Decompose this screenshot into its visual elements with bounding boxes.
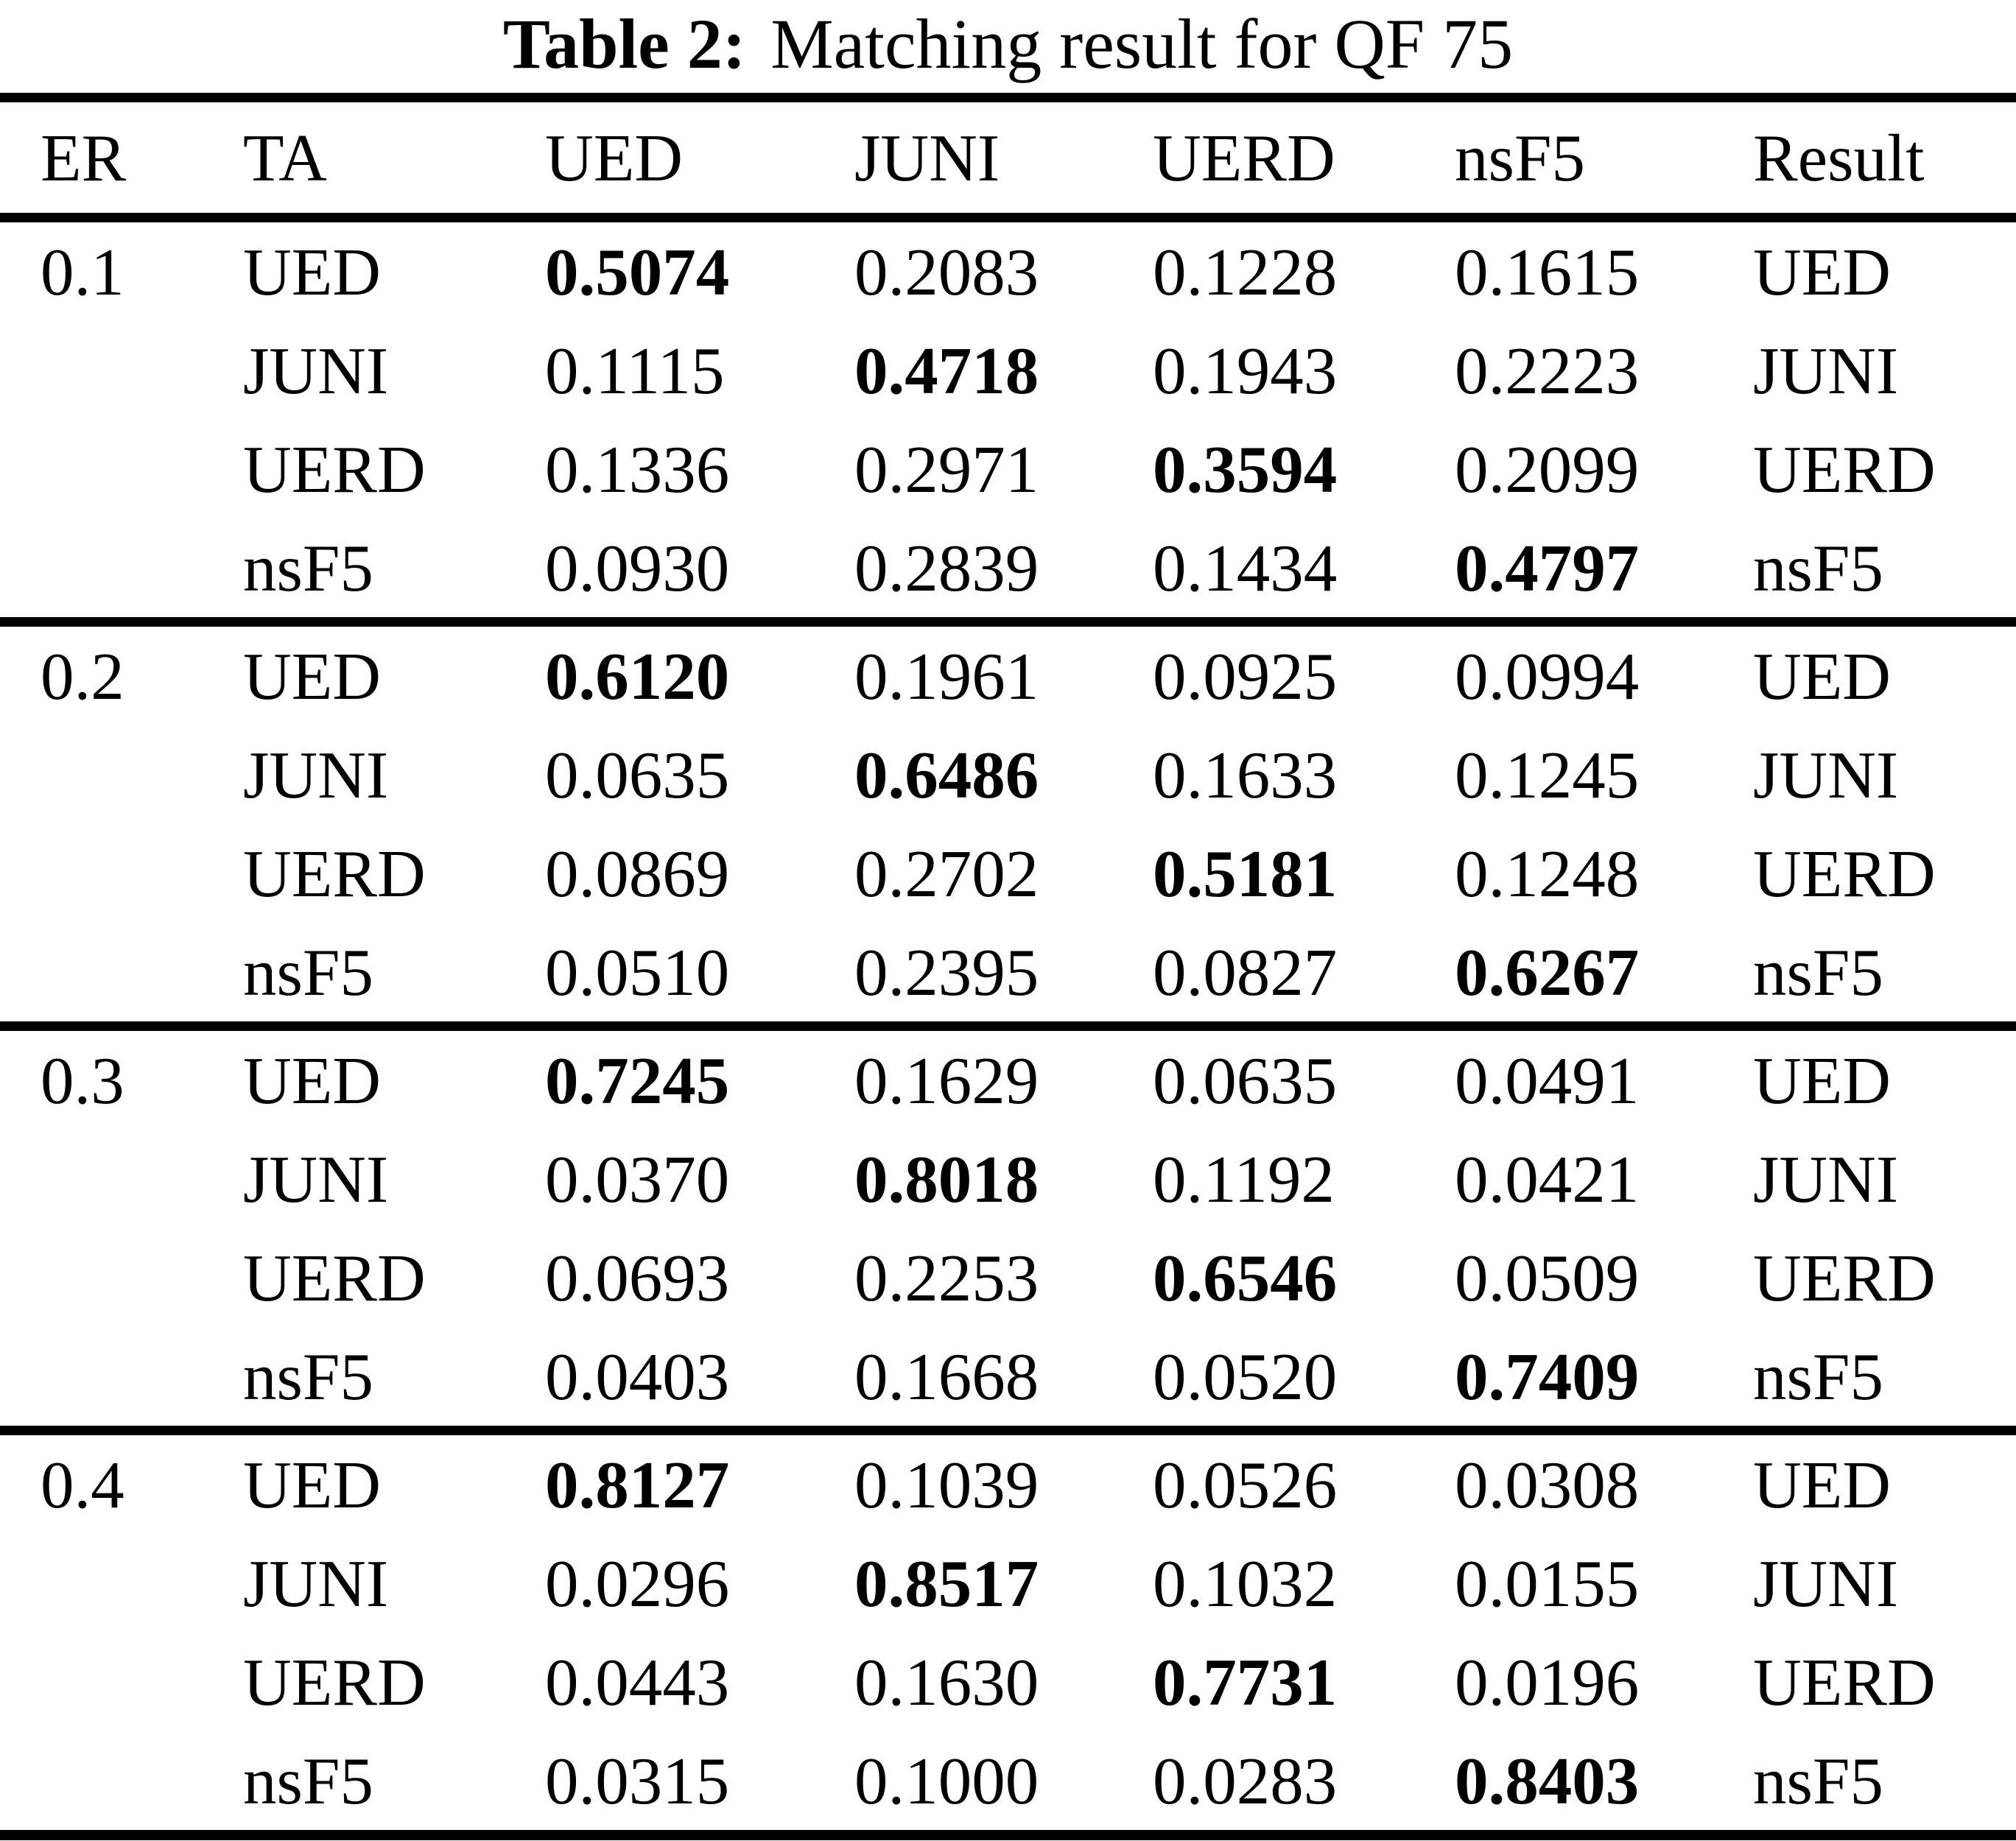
result-cell: nsF5 — [1753, 530, 1884, 605]
table-row — [0, 1027, 2016, 1130]
value-cell: 0.0930 — [545, 530, 730, 605]
value-cell: 0.0443 — [545, 1644, 730, 1719]
value-cell: 0.1192 — [1153, 1141, 1335, 1217]
value-cell: 0.1615 — [1455, 234, 1640, 309]
er-group-0.3 — [0, 1027, 2016, 1431]
result-cell: UED — [1753, 1447, 1892, 1522]
table-header — [0, 98, 2016, 218]
value-cell: 0.1039 — [854, 1447, 1039, 1522]
er-cell — [0, 420, 243, 518]
table-row — [0, 923, 2016, 1027]
ta-cell: nsF5 — [243, 1339, 374, 1414]
ta-cell: UED — [243, 1447, 382, 1522]
result-cell: UERD — [1753, 432, 1936, 507]
value-cell: 0.2253 — [854, 1240, 1039, 1315]
value-cell: 0.6267 — [1455, 934, 1640, 1010]
value-cell: 0.0635 — [1153, 1043, 1338, 1118]
value-cell: 0.0308 — [1455, 1447, 1640, 1522]
ta-cell: UERD — [243, 836, 426, 911]
value-cell: 0.4718 — [854, 333, 1039, 408]
value-cell: 0.0403 — [545, 1339, 730, 1414]
result-cell: JUNI — [1753, 737, 1899, 812]
value-cell: 0.0869 — [545, 836, 730, 911]
value-cell: 0.0491 — [1455, 1043, 1640, 1118]
result-cell: JUNI — [1753, 1546, 1899, 1621]
ta-cell: UERD — [243, 1240, 426, 1315]
col-header-juni: JUNI — [854, 120, 1000, 195]
value-cell: 0.0315 — [545, 1743, 730, 1818]
value-cell: 0.8517 — [854, 1546, 1039, 1621]
value-cell: 0.0155 — [1455, 1546, 1640, 1621]
value-cell: 0.2702 — [854, 836, 1039, 911]
result-cell: nsF5 — [1753, 1339, 1884, 1414]
result-cell: nsF5 — [1753, 934, 1884, 1010]
value-cell: 0.0370 — [545, 1141, 730, 1217]
table-row — [0, 420, 2016, 518]
value-cell: 0.7409 — [1455, 1339, 1640, 1414]
er-cell — [0, 1731, 243, 1835]
value-cell: 0.0827 — [1153, 934, 1338, 1010]
table-row — [0, 518, 2016, 622]
ta-cell: UED — [243, 1043, 382, 1118]
result-cell: UED — [1753, 638, 1892, 714]
value-cell: 0.0421 — [1455, 1141, 1640, 1217]
value-cell: 0.1248 — [1455, 836, 1640, 911]
value-cell: 0.8403 — [1455, 1743, 1640, 1818]
value-cell: 0.0196 — [1455, 1644, 1640, 1719]
ta-cell: UED — [243, 234, 382, 309]
value-cell: 0.1668 — [854, 1339, 1039, 1414]
value-cell: 0.2223 — [1455, 333, 1640, 408]
er-cell: 0.2 — [41, 638, 124, 714]
table-row — [0, 824, 2016, 923]
er-cell — [0, 923, 243, 1027]
value-cell: 0.0693 — [545, 1240, 730, 1315]
col-header-nsf5: nsF5 — [1455, 120, 1586, 195]
col-header-ued: UED — [545, 120, 684, 195]
ta-cell: nsF5 — [243, 934, 374, 1010]
result-cell: UERD — [1753, 836, 1936, 911]
value-cell: 0.1961 — [854, 638, 1039, 714]
table-row — [0, 725, 2016, 824]
value-cell: 0.8127 — [545, 1447, 730, 1522]
value-cell: 0.6120 — [545, 638, 730, 714]
table-row — [0, 1534, 2016, 1633]
value-cell: 0.6546 — [1153, 1240, 1338, 1315]
table-caption-text: Matching result for QF 75 — [770, 4, 1514, 83]
value-cell: 0.1245 — [1455, 737, 1640, 812]
er-cell — [0, 1327, 243, 1431]
value-cell: 0.2971 — [854, 432, 1039, 507]
value-cell: 0.1032 — [1153, 1546, 1338, 1621]
result-cell: JUNI — [1753, 1141, 1899, 1217]
value-cell: 0.3594 — [1153, 432, 1338, 507]
value-cell: 0.0510 — [545, 934, 730, 1010]
value-cell: 0.7245 — [545, 1043, 730, 1118]
table-row — [0, 321, 2016, 420]
ta-cell: nsF5 — [243, 530, 374, 605]
header-row — [0, 98, 2016, 218]
value-cell: 0.0635 — [545, 737, 730, 812]
value-cell: 0.2395 — [854, 934, 1039, 1010]
er-group-0.4 — [0, 1431, 2016, 1836]
table-row — [0, 1327, 2016, 1431]
er-cell: 0.4 — [41, 1447, 124, 1522]
er-group-0.1 — [0, 218, 2016, 622]
col-header-er: ER — [41, 120, 127, 195]
er-cell — [0, 1228, 243, 1327]
table-caption-label: Table 2: — [502, 4, 746, 83]
result-cell: UED — [1753, 1043, 1892, 1118]
value-cell: 0.5181 — [1153, 836, 1338, 911]
result-cell: UED — [1753, 234, 1892, 309]
er-cell — [0, 1633, 243, 1731]
ta-cell: JUNI — [243, 1546, 389, 1621]
table-row — [0, 218, 2016, 322]
value-cell: 0.0526 — [1153, 1447, 1338, 1522]
value-cell: 0.0283 — [1153, 1743, 1338, 1818]
ta-cell: UERD — [243, 1644, 426, 1719]
value-cell: 0.0520 — [1153, 1339, 1338, 1414]
er-group-0.2 — [0, 622, 2016, 1027]
er-cell — [0, 824, 243, 923]
er-cell — [0, 1130, 243, 1228]
value-cell: 0.7731 — [1153, 1644, 1338, 1719]
result-cell: JUNI — [1753, 333, 1899, 408]
value-cell: 0.2083 — [854, 234, 1039, 309]
table-row — [0, 1633, 2016, 1731]
er-cell: 0.1 — [41, 234, 124, 309]
value-cell: 0.2839 — [854, 530, 1039, 605]
result-cell: nsF5 — [1753, 1743, 1884, 1818]
value-cell: 0.5074 — [545, 234, 730, 309]
value-cell: 0.2099 — [1455, 432, 1640, 507]
ta-cell: JUNI — [243, 333, 389, 408]
ta-cell: UED — [243, 638, 382, 714]
ta-cell: UERD — [243, 432, 426, 507]
er-cell — [0, 725, 243, 824]
table-row — [0, 1228, 2016, 1327]
table-row — [0, 622, 2016, 726]
value-cell: 0.8018 — [854, 1141, 1039, 1217]
value-cell: 0.0925 — [1153, 638, 1338, 714]
result-cell: UERD — [1753, 1240, 1936, 1315]
matching-results-table — [0, 93, 2016, 1840]
value-cell: 0.1000 — [854, 1743, 1039, 1818]
value-cell: 0.6486 — [854, 737, 1039, 812]
value-cell: 0.1228 — [1153, 234, 1338, 309]
table-row — [0, 1431, 2016, 1535]
result-cell: UERD — [1753, 1644, 1936, 1719]
er-cell — [0, 321, 243, 420]
value-cell: 0.1629 — [854, 1043, 1039, 1118]
value-cell: 0.0296 — [545, 1546, 730, 1621]
col-header-uerd: UERD — [1153, 120, 1335, 195]
value-cell: 0.1336 — [545, 432, 730, 507]
col-header-ta: TA — [243, 120, 328, 195]
value-cell: 0.1630 — [854, 1644, 1039, 1719]
er-cell — [0, 1534, 243, 1633]
value-cell: 0.1434 — [1153, 530, 1338, 605]
table-row — [0, 1130, 2016, 1228]
value-cell: 0.1943 — [1153, 333, 1338, 408]
er-cell — [0, 518, 243, 622]
table-caption — [0, 0, 2016, 93]
col-header-result: Result — [1753, 120, 1925, 195]
ta-cell: nsF5 — [243, 1743, 374, 1818]
value-cell: 0.1633 — [1153, 737, 1338, 812]
value-cell: 0.4797 — [1455, 530, 1640, 605]
er-cell: 0.3 — [41, 1043, 124, 1118]
value-cell: 0.1115 — [545, 333, 725, 408]
table-row — [0, 1731, 2016, 1835]
ta-cell: JUNI — [243, 1141, 389, 1217]
value-cell: 0.0994 — [1455, 638, 1640, 714]
ta-cell: JUNI — [243, 737, 389, 812]
value-cell: 0.0509 — [1455, 1240, 1640, 1315]
